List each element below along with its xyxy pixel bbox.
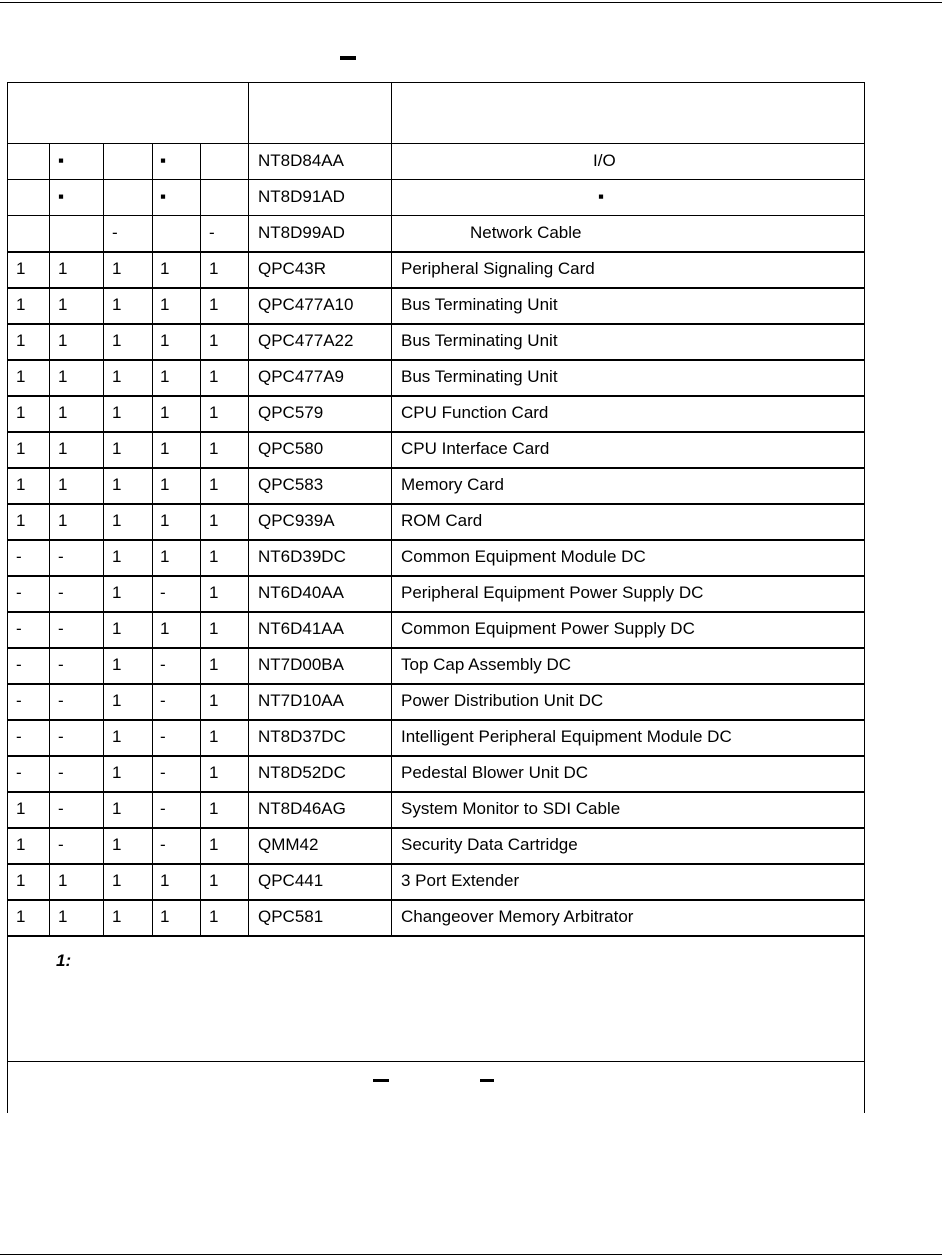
description-cell: Security Data Cartridge: [401, 835, 578, 854]
count-cell-3: 1: [112, 403, 122, 422]
table-row: [8, 395, 864, 431]
count-cell-4: 1: [160, 259, 170, 278]
table-row: [8, 683, 864, 719]
count-cell-5: 1: [209, 763, 219, 782]
part-code-cell: QPC581: [258, 907, 324, 926]
count-cell-2: ▪: [58, 187, 65, 206]
part-code-cell: NT8D84AA: [258, 151, 344, 170]
count-cell-2: 1: [58, 511, 68, 530]
count-cell-5: 1: [209, 331, 219, 350]
part-code-cell: QPC579: [258, 403, 324, 422]
bottom-page-rule: [0, 1254, 942, 1255]
count-cell-1: -: [16, 763, 22, 782]
part-code-cell: QPC477A22: [258, 331, 354, 350]
count-cell-1: 1: [16, 799, 26, 818]
count-cell-4: 1: [160, 511, 170, 530]
count-cell-2: -: [58, 727, 64, 746]
count-cell-2: 1: [58, 907, 68, 926]
description-cell: Bus Terminating Unit: [401, 367, 558, 386]
footer-dash-mark: [373, 1079, 389, 1082]
part-code-cell: QPC441: [258, 871, 324, 890]
count-cell-2: ▪: [58, 151, 65, 170]
description-cell: ROM Card: [401, 511, 483, 530]
table-row: [8, 467, 864, 503]
count-cell-3: 1: [112, 367, 122, 386]
part-code-cell: NT7D10AA: [258, 691, 344, 710]
count-cell-4: 1: [160, 475, 170, 494]
note-label: 1:: [56, 951, 72, 970]
description-cell: CPU Interface Card: [401, 439, 550, 458]
count-cell-2: -: [58, 583, 64, 602]
count-cell-5: 1: [209, 259, 219, 278]
count-cell-3: 1: [112, 295, 122, 314]
count-cell-1: -: [16, 691, 22, 710]
table-row: [8, 143, 864, 179]
count-cell-4: -: [160, 583, 166, 602]
table-row: [8, 179, 864, 215]
count-cell-5: 1: [209, 367, 219, 386]
count-cell-5: 1: [209, 871, 219, 890]
count-cell-5: 1: [209, 907, 219, 926]
part-code-cell: NT8D37DC: [258, 727, 346, 746]
count-cell-5: 1: [209, 547, 219, 566]
count-cell-2: 1: [58, 475, 68, 494]
count-cell-3: 1: [112, 655, 122, 674]
count-cell-4: 1: [160, 367, 170, 386]
title-dash-mark: [340, 56, 356, 60]
count-cell-1: 1: [16, 403, 26, 422]
table-row: [8, 611, 864, 647]
count-cell-3: 1: [112, 475, 122, 494]
part-code-cell: QPC477A9: [258, 367, 344, 386]
count-cell-3: 1: [112, 583, 122, 602]
count-cell-4: 1: [160, 295, 170, 314]
table-row: [8, 215, 864, 251]
table-row: [8, 575, 864, 611]
description-cell: Memory Card: [401, 475, 504, 494]
count-cell-1: -: [16, 583, 22, 602]
description-cell: Top Cap Assembly DC: [401, 655, 572, 674]
table-row: [8, 287, 864, 323]
count-cell-2: 1: [58, 259, 68, 278]
count-cell-4: 1: [160, 907, 170, 926]
part-code-cell: NT8D99AD: [258, 223, 345, 242]
description-cell: CPU Function Card: [401, 403, 549, 422]
count-cell-3: 1: [112, 691, 122, 710]
part-code-cell: QPC939A: [258, 511, 335, 530]
part-code-cell: NT6D40AA: [258, 583, 344, 602]
count-cell-3: 1: [112, 835, 122, 854]
count-cell-2: -: [58, 799, 64, 818]
count-cell-4: -: [160, 691, 166, 710]
count-cell-2: 1: [58, 367, 68, 386]
count-cell-1: 1: [16, 295, 26, 314]
count-cell-5: 1: [209, 799, 219, 818]
table-row: [8, 539, 864, 575]
count-cell-1: -: [16, 655, 22, 674]
count-cell-5: 1: [209, 511, 219, 530]
count-cell-1: -: [16, 619, 22, 638]
count-cell-1: 1: [16, 871, 26, 890]
count-cell-3: 1: [112, 727, 122, 746]
count-cell-3: 1: [112, 619, 122, 638]
table-row: [8, 647, 864, 683]
part-code-cell: NT8D46AG: [258, 799, 346, 818]
count-cell-3: 1: [112, 763, 122, 782]
equipment-table: [7, 82, 865, 1113]
description-cell: Network Cable: [470, 223, 582, 242]
count-cell-4: ▪: [160, 151, 167, 170]
count-cell-4: -: [160, 835, 166, 854]
count-cell-5: 1: [209, 439, 219, 458]
count-cell-4: ▪: [160, 187, 167, 206]
count-cell-2: -: [58, 619, 64, 638]
count-cell-3: 1: [112, 871, 122, 890]
count-cell-2: -: [58, 835, 64, 854]
count-cell-2: 1: [58, 331, 68, 350]
count-cell-2: -: [58, 655, 64, 674]
description-cell: ▪: [598, 187, 605, 206]
count-cell-5: 1: [209, 583, 219, 602]
description-cell: Common Equipment Power Supply DC: [401, 619, 695, 638]
count-cell-5: 1: [209, 727, 219, 746]
count-cell-2: 1: [58, 439, 68, 458]
count-cell-5: -: [209, 223, 215, 242]
count-cell-2: 1: [58, 871, 68, 890]
count-cell-3: 1: [112, 439, 122, 458]
top-page-rule: [0, 2, 942, 3]
count-cell-3: 1: [112, 547, 122, 566]
count-cell-1: 1: [16, 907, 26, 926]
table-row: [8, 899, 864, 935]
table-row: [8, 503, 864, 539]
description-cell: Bus Terminating Unit: [401, 331, 558, 350]
count-cell-4: -: [160, 655, 166, 674]
row-line: [8, 935, 864, 937]
description-cell: Bus Terminating Unit: [401, 295, 558, 314]
count-cell-5: 1: [209, 295, 219, 314]
part-code-cell: QPC43R: [258, 259, 327, 278]
table-row: [8, 359, 864, 395]
description-cell: Common Equipment Module DC: [401, 547, 646, 566]
table-row: [8, 431, 864, 467]
count-cell-4: 1: [160, 331, 170, 350]
count-cell-2: -: [58, 763, 64, 782]
notes-bottom-line: [8, 1061, 864, 1062]
count-cell-4: 1: [160, 547, 170, 566]
count-cell-4: 1: [160, 871, 170, 890]
count-cell-4: 1: [160, 403, 170, 422]
table-row: [8, 791, 864, 827]
table-row: [8, 755, 864, 791]
count-cell-5: 1: [209, 475, 219, 494]
count-cell-3: 1: [112, 511, 122, 530]
count-cell-4: -: [160, 799, 166, 818]
count-cell-2: 1: [58, 295, 68, 314]
count-cell-5: 1: [209, 655, 219, 674]
part-code-cell: NT6D39DC: [258, 547, 346, 566]
count-cell-4: -: [160, 727, 166, 746]
table-row: [8, 827, 864, 863]
part-code-cell: NT8D52DC: [258, 763, 346, 782]
count-cell-3: 1: [112, 907, 122, 926]
count-cell-2: -: [58, 691, 64, 710]
description-cell: Peripheral Signaling Card: [401, 259, 595, 278]
part-code-cell: QPC477A10: [258, 295, 354, 314]
part-code-cell: QPC580: [258, 439, 324, 458]
table-row: [8, 323, 864, 359]
count-cell-1: 1: [16, 835, 26, 854]
count-cell-1: 1: [16, 331, 26, 350]
table-row: [8, 863, 864, 899]
count-cell-5: 1: [209, 403, 219, 422]
description-cell: Power Distribution Unit DC: [401, 691, 604, 710]
count-cell-5: 1: [209, 835, 219, 854]
table-row: [8, 251, 864, 287]
part-code-cell: QMM42: [258, 835, 319, 854]
description-cell: Pedestal Blower Unit DC: [401, 763, 589, 782]
description-cell: Intelligent Peripheral Equipment Module DC: [401, 727, 732, 746]
count-cell-5: 1: [209, 619, 219, 638]
count-cell-1: 1: [16, 511, 26, 530]
description-cell: System Monitor to SDI Cable: [401, 799, 621, 818]
count-cell-3: 1: [112, 799, 122, 818]
count-cell-5: 1: [209, 691, 219, 710]
count-cell-2: -: [58, 547, 64, 566]
part-code-cell: QPC583: [258, 475, 324, 494]
count-cell-4: 1: [160, 619, 170, 638]
count-cell-1: 1: [16, 475, 26, 494]
part-code-cell: NT7D00BA: [258, 655, 344, 674]
count-cell-2: 1: [58, 403, 68, 422]
count-cell-1: 1: [16, 259, 26, 278]
count-cell-1: 1: [16, 367, 26, 386]
count-cell-1: -: [16, 727, 22, 746]
count-cell-3: 1: [112, 331, 122, 350]
count-cell-3: 1: [112, 259, 122, 278]
description-cell: Changeover Memory Arbitrator: [401, 907, 634, 926]
description-cell: I/O: [593, 151, 616, 170]
description-cell: 3 Port Extender: [401, 871, 520, 890]
count-cell-3: -: [112, 223, 118, 242]
part-code-cell: NT8D91AD: [258, 187, 345, 206]
part-code-cell: NT6D41AA: [258, 619, 344, 638]
count-cell-4: 1: [160, 439, 170, 458]
description-cell: Peripheral Equipment Power Supply DC: [401, 583, 704, 602]
count-cell-1: -: [16, 547, 22, 566]
count-cell-4: -: [160, 763, 166, 782]
table-row: [8, 719, 864, 755]
footer-dash-mark: [480, 1079, 494, 1082]
count-cell-1: 1: [16, 439, 26, 458]
